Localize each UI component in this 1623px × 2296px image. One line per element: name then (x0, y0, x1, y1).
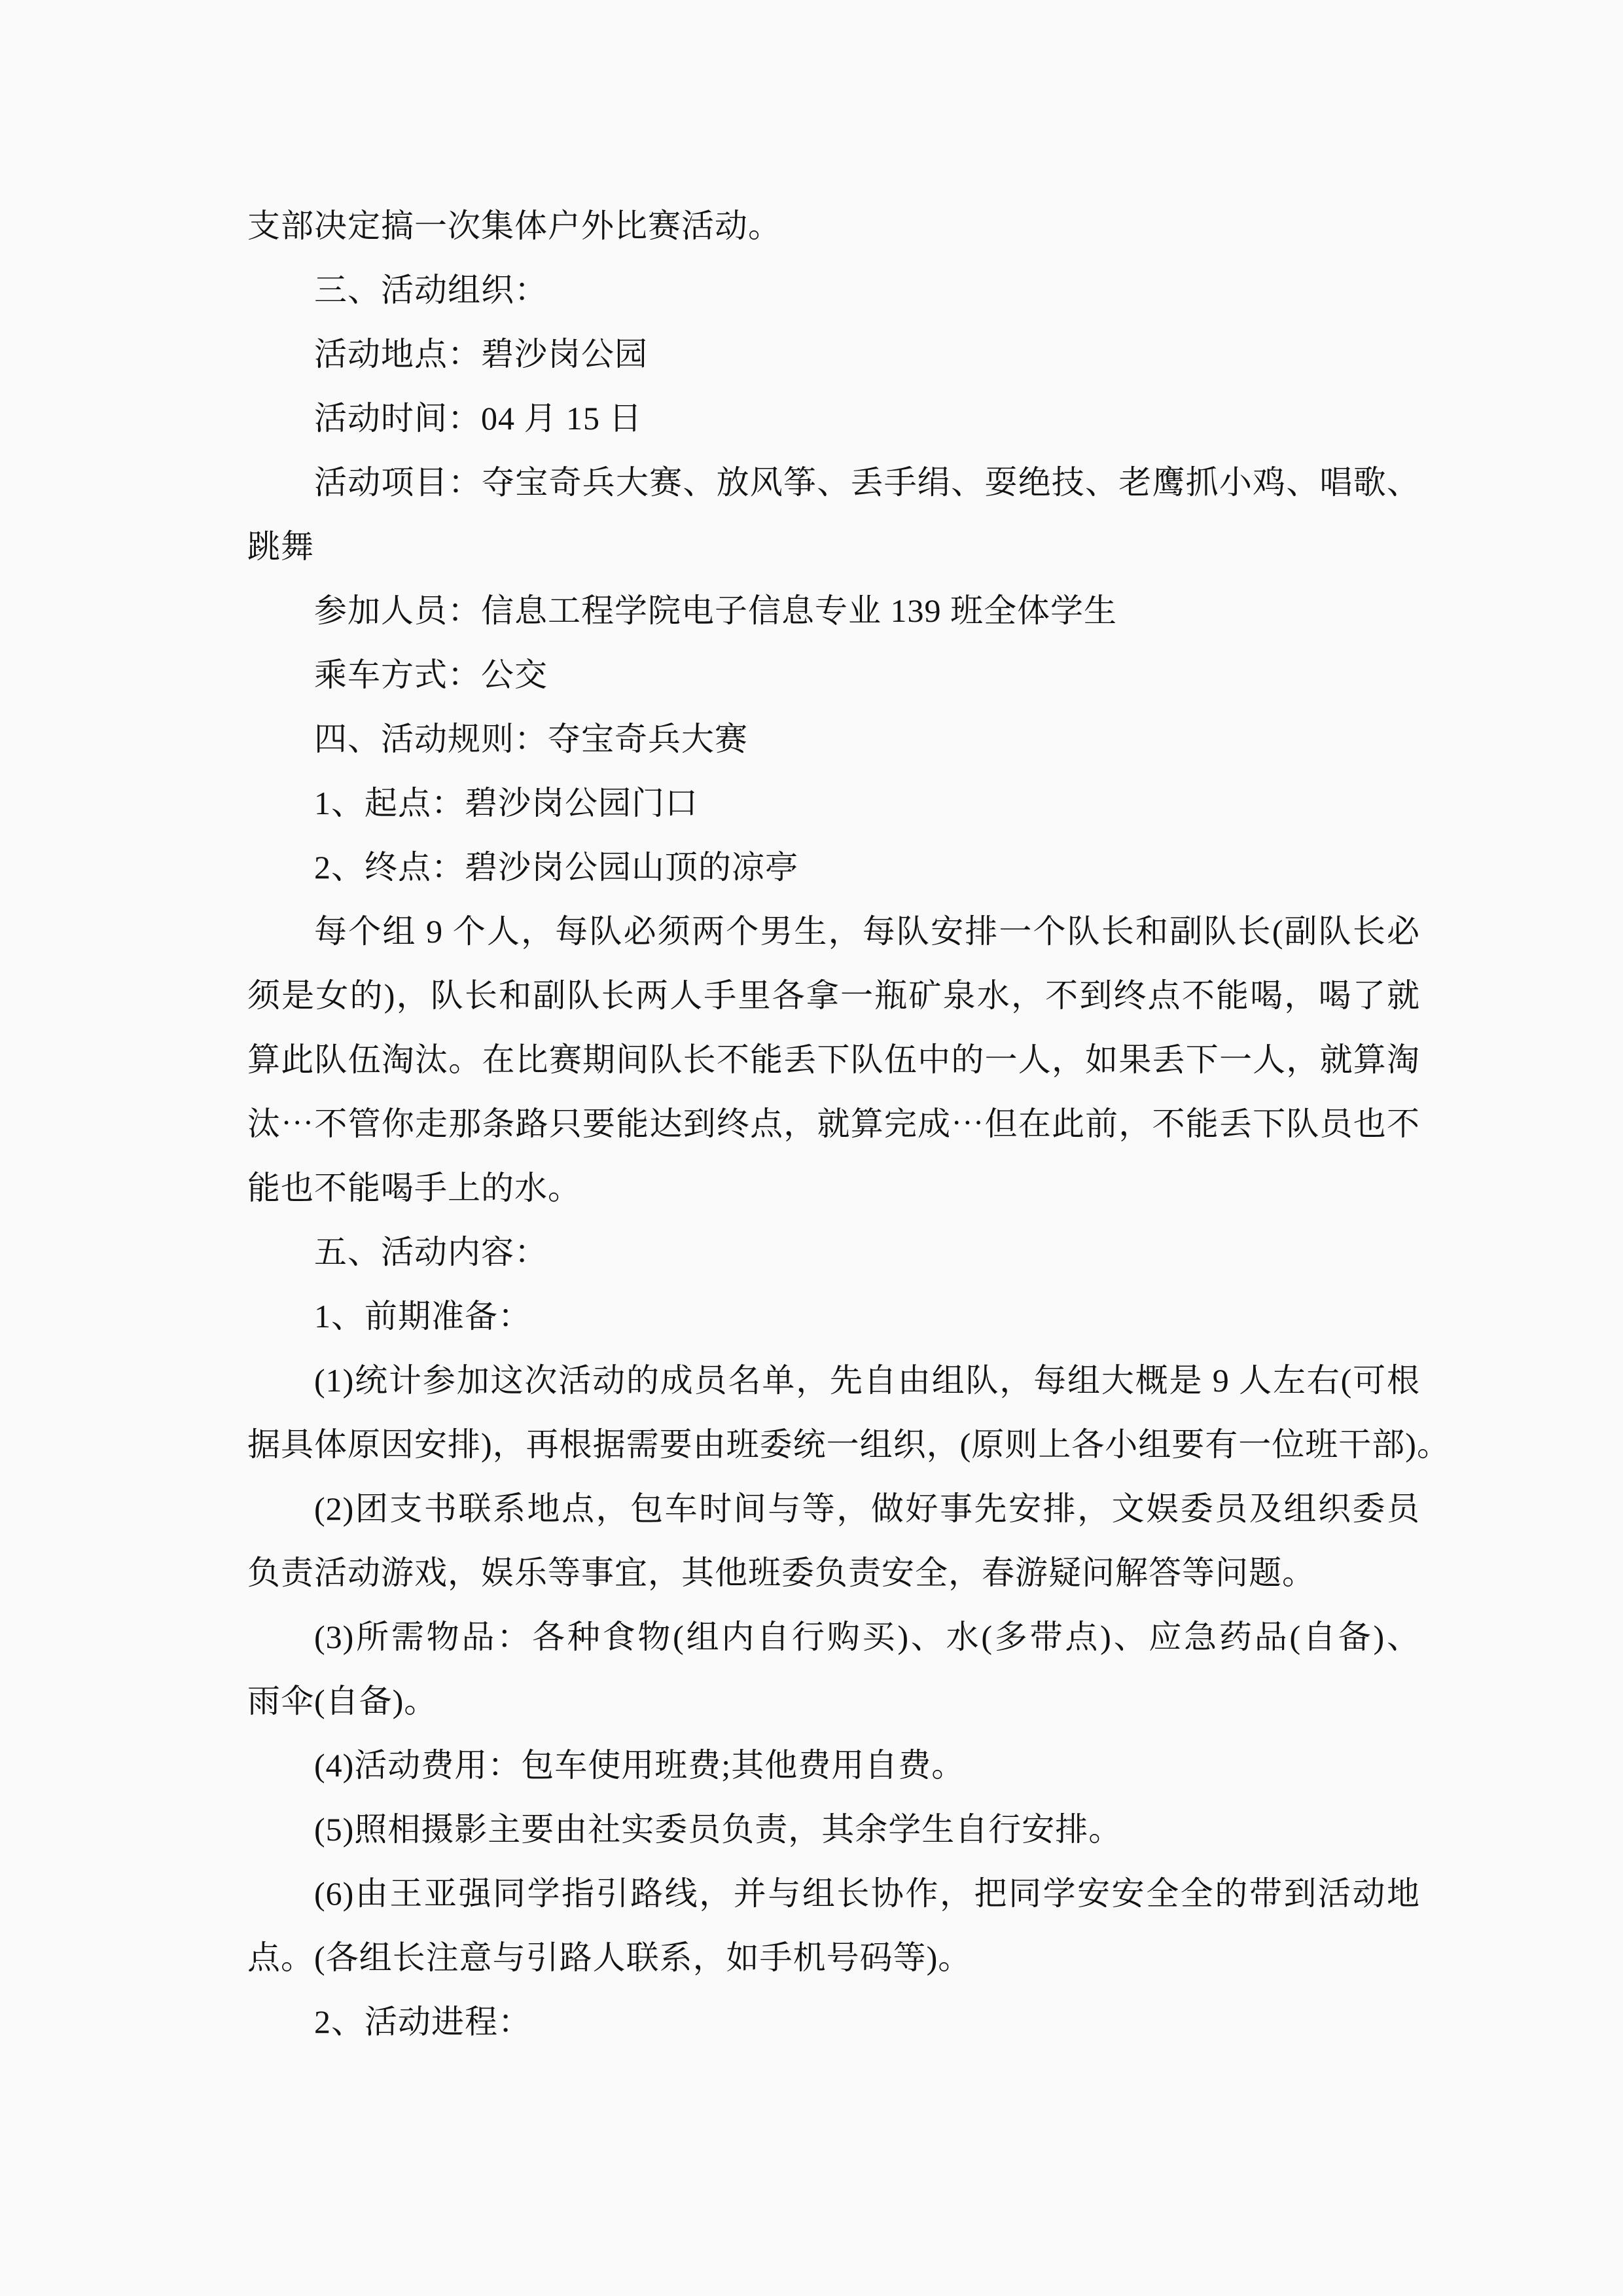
document-line: 2、终点：碧沙岗公园山顶的凉亭 (314, 849, 798, 886)
document-line: 活动地点：碧沙岗公园 (314, 336, 648, 372)
document-line: 每个组 9 个人，每队必须两个男生，每队安排一个队长和副队长(副队长必 (314, 913, 1420, 950)
document-line: 活动时间：04 月 15 日 (314, 400, 643, 437)
document-line: 四、活动规则：夺宝奇兵大赛 (314, 721, 748, 757)
document-line: 支部决定搞一次集体户外比赛活动。 (247, 207, 781, 244)
document-line: (6)由王亚强同学指引路线，并与组长协作，把同学安安全全的带到活动地 (314, 1875, 1420, 1912)
document-line: (3)所需物品：各种食物(组内自行购买)、水(多带点)、应急药品(自备)、 (314, 1619, 1420, 1655)
document-line: 活动项目：夺宝奇兵大赛、放风筝、丢手绢、耍绝技、老鹰抓小鸡、唱歌、 (314, 464, 1420, 501)
document-body (247, 194, 1450, 2054)
document-line: 2、活动进程： (314, 2003, 531, 2040)
document-line: 汰⋯不管你走那条路只要能达到终点，就算完成⋯但在此前，不能丢下队员也不 (247, 1105, 1420, 1142)
document-line: (1)统计参加这次活动的成员名单，先自由组队，每组大概是 9 人左右(可根 (314, 1362, 1420, 1399)
document-line: 须是女的)，队长和副队长两人手里各拿一瓶矿泉水，不到终点不能喝，喝了就 (247, 977, 1420, 1014)
document-line: 负责活动游戏，娱乐等事宜，其他班委负责安全，春游疑问解答等问题。 (247, 1554, 1315, 1591)
document-line: 乘车方式：公交 (314, 656, 548, 693)
document-line: 雨伞(自备)。 (247, 1683, 438, 1719)
document-line: (4)活动费用：包车使用班费;其他费用自费。 (314, 1747, 965, 1784)
document-line: 点。(各组长注意与引路人联系，如手机号码等)。 (247, 1939, 972, 1976)
document-line: 五、活动内容： (314, 1234, 548, 1270)
document-line: 1、前期准备： (314, 1298, 531, 1335)
document-line: 跳舞 (247, 528, 314, 565)
document-line: (5)照相摄影主要由社实委员负责，其余学生自行安排。 (314, 1811, 1122, 1848)
document-line: 据具体原因安排)，再根据需要由班委统一组织，(原则上各小组要有一位班干部)。 (247, 1426, 1450, 1463)
document-line: 参加人员：信息工程学院电子信息专业 139 班全体学生 (314, 592, 1117, 629)
document-line: 三、活动组织： (314, 272, 548, 308)
document-line: 算此队伍淘汰。在比赛期间队长不能丢下队伍中的一人，如果丢下一人，就算淘 (247, 1041, 1420, 1078)
document-line: 1、起点：碧沙岗公园门口 (314, 785, 698, 821)
document-line: 能也不能喝手上的水。 (247, 1170, 581, 1206)
document-line: (2)团支书联系地点，包车时间与等，做好事先安排，文娱委员及组织委员 (314, 1490, 1420, 1527)
